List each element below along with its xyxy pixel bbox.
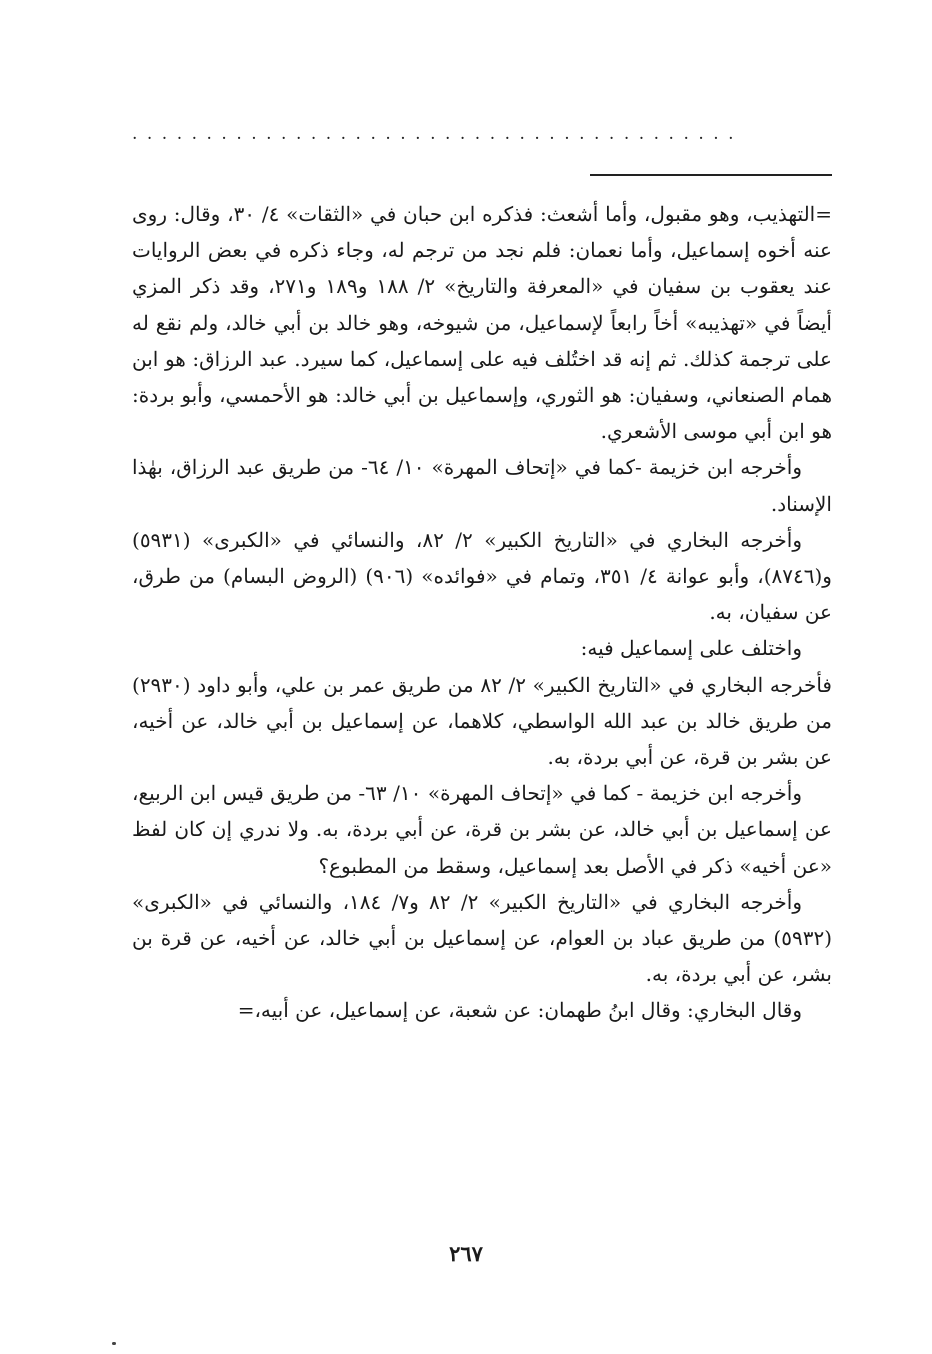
footnote-rule — [590, 174, 832, 176]
footnote-paragraph: وقال البخاري: وقال ابنُ طهمان: عن شعبة، عن إسماعيل، عن أبيه،= — [237, 998, 802, 1023]
page-number: ٢٦٧ — [449, 1241, 483, 1266]
footnote-paragraph: فأخرجه البخاري في «التاريخ الكبير» ٢/ ٨٢ من طريق عمر بن علي، وأبو داود (٢٩٣٠) من طريق خالد بن عبد الله الواسطي، كلاهما، عن إسماعيل بن أبي خالد، عن أخيه، عن بشر بن قرة، عن أبي بردة، به. — [132, 672, 832, 770]
footnote-paragraph: وأخرجه البخاري في «التاريخ الكبير» ٢/ ٨٢ و٧/ ١٨٤، والنسائي في «الكبرى» (٥٩٣٢) من طريق عباد بن العوام، عن إسماعيل بن أبي خالد، عن أخيه، عن قرة بن بشر، عن أبي بردة، به. — [132, 889, 832, 987]
footnote-paragraph: واختلف على إسماعيل فيه: — [580, 636, 802, 661]
scan-speck — [112, 1342, 116, 1345]
footnote-paragraph: وأخرجه ابن خزيمة - كما في «إتحاف المهرة» ١٠/ ٦٣- من طريق قيس ابن الربيع، عن إسماعيل بن أبي خالد، عن بشر بن قرة، عن أبي بردة، به. ولا ندري إن كان لفظ «عن أخيه» ذكر في الأصل بعد إسماعيل، وسقط من المطبوع؟ — [132, 781, 832, 878]
footnote-paragraph: وأخرجه ابن خزيمة -كما في «إتحاف المهرة» ١٠/ ٦٤- من طريق عبد الرزاق، بهٰذا الإسناد. — [132, 455, 832, 516]
footnote-body — [132, 196, 832, 1029]
footnote-paragraph: وأخرجه البخاري في «التاريخ الكبير» ٢/ ٨٢، والنسائي في «الكبرى» (٥٩٣١) و(٨٧٤٦)، وأبو عوانة ٤/ ٣٥١، وتمام في «فوائده» (٩٠٦) (الروض البسام) من طرق، عن سفيان، به. — [132, 527, 832, 625]
footnote-paragraph: =التهذيب، وهو مقبول، وأما أشعث: فذكره ابن حبان في «الثقات» ٤/ ٣٠، وقال: روى عنه أخوه إسماعيل، وأما نعمان: فلم نجد من ترجم له، وجاء ذكره في بعض الروايات عند يعقوب بن سفيان في «المعرفة والتاريخ» ٢/ ١٨٨ و١٨٩ و٢٧١، وقد ذكر المزي أيضاً في «تهذيبه» أخاً رابعاً لإسماعيل، من شيوخه، وهو خالد بن أبي خالد، ولم نقع له على ترجمة كذلك. ثم إنه قد اختُلف فيه على إسماعيل، كما سيرد. عبد الرزاق: هو ابن همام الصنعاني، وسفيان: هو الثوري، وإسماعيل بن أبي خالد: هو الأحمسي، وأبو بردة: هو ابن أبي موسى الأشعري. — [132, 202, 833, 444]
separator-dots: ......................................... — [132, 124, 744, 144]
